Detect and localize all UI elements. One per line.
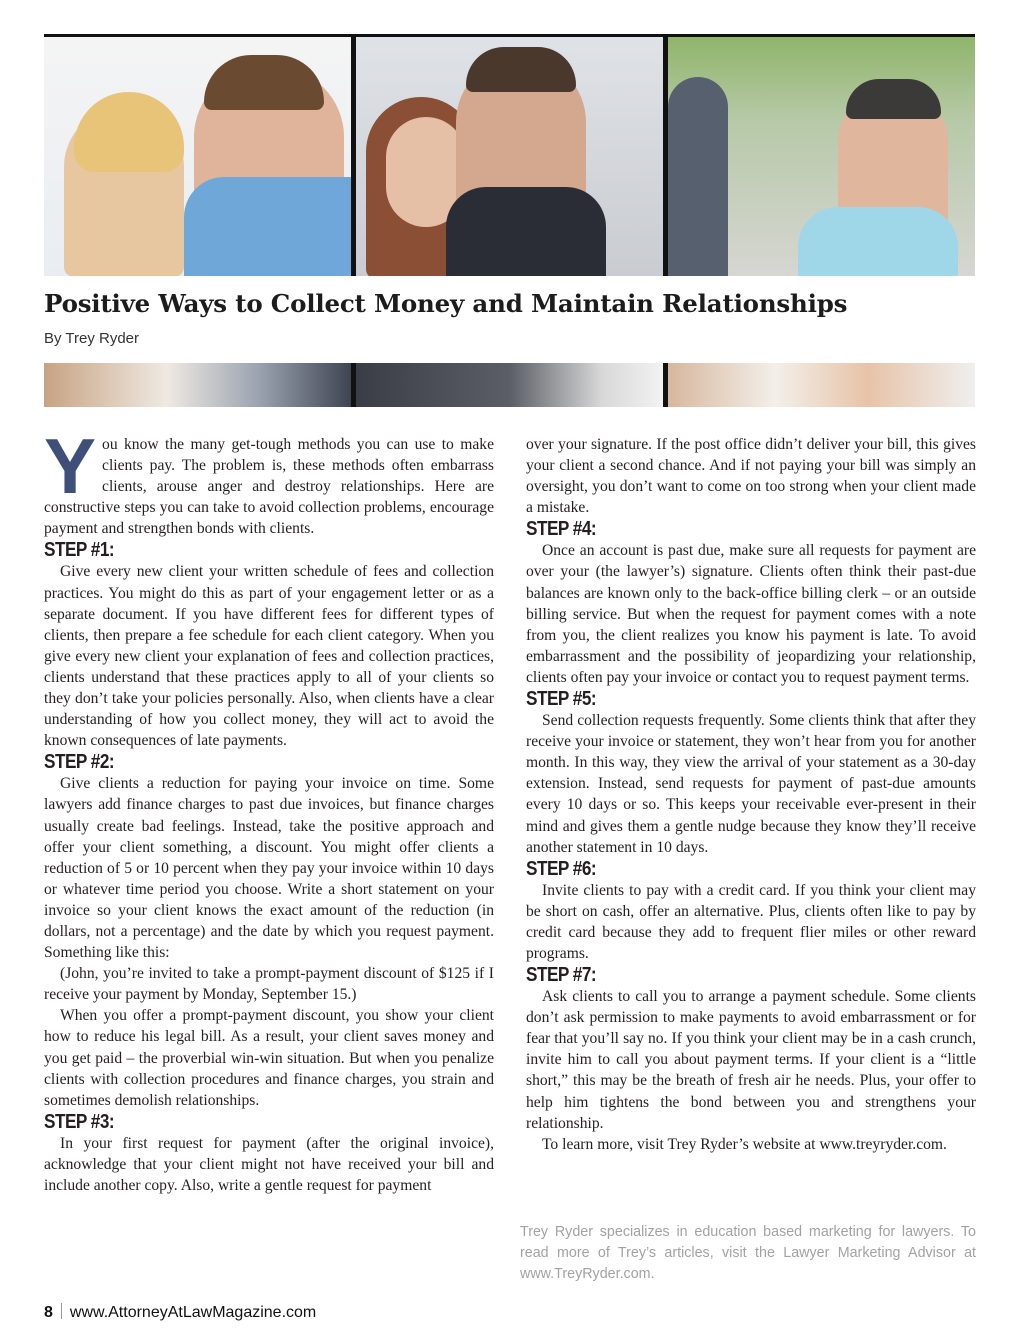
photo-meeting-table <box>356 363 663 407</box>
step-7-heading: STEP #7: <box>526 964 597 987</box>
step-5-heading: STEP #5: <box>526 688 597 711</box>
step-6-heading: STEP #6: <box>526 857 597 880</box>
learn-more-link-text: To learn more, visit Trey Ryder’s website at www.treyryder.com. <box>542 1135 947 1153</box>
photo-man-on-phone <box>356 37 663 276</box>
step-2-conclusion: When you offer a prompt-payment discount, you show your client how to reduce his legal bill. As a result, your client saves money and you get paid – the proverbial win-win situation. But when you penalize clients with collection procedures and finance charges, you strain and sometimes demolish relationships. <box>44 1007 494 1109</box>
footer-divider <box>61 1303 62 1319</box>
step-3-heading: STEP #3: <box>44 1110 115 1133</box>
step-2-heading: STEP #2: <box>44 751 115 774</box>
step-3-text: In your first request for payment (after the original invoice), acknowledge that your client might not have received your bill and include another copy. Also, write a gentle request for payment <box>44 1134 494 1194</box>
step-4-text: Once an account is past due, make sure all requests for payment are over your (the lawyer’s) signature. Clients often think their past-due balances are known only to the back-office billing clerk – or an outside billing service. But when the request for payment comes with a note from you, the client realizes you know his payment is late. To avoid embarrassment and the possibility of jeopardizing your relationship, clients often pay your invoice or contact you to request payment terms. <box>526 542 976 686</box>
footer-website: www.AttorneyAtLawMagazine.com <box>69 1304 317 1321</box>
article-column-right <box>526 434 976 1155</box>
photo-laptop-hands <box>44 363 351 407</box>
step-2-text: Give clients a reduction for paying your invoice on time. Some lawyers add finance charges to past due invoices, but finance charges usually create bad feelings. Instead, take the positive approach and offer your client something, a discount. You might offer clients a reduction of 5 or 10 percent when they pay your invoice within 10 days or whatever time period you choose. Write a short statement on your invoice so your client knows the exact amount of the reduction (in dollars, not a percentage) and the date by which you request payment. Something like this: <box>44 775 494 962</box>
article-column-left <box>44 422 494 1196</box>
author-bio: Trey Ryder specializes in education based marketing for lawyers. To read more of Trey’s articles, visit the Lawyer Marketing Advisor at www.TreyRyder.com. <box>520 1224 976 1282</box>
intro-paragraph <box>44 422 494 539</box>
photo-colleagues-smiling <box>44 37 351 276</box>
divider-photo-strip <box>44 363 975 407</box>
drop-cap: Y <box>44 422 97 510</box>
step-7-text: Ask clients to call you to arrange a payment schedule. Some clients don’t ask permission to make payments to avoid embarrassment or for fear that you’ll say no. If you think your client may be in a cash crunch, invite him to call you about payment terms. If your client is a “little short,” this may be the breath of fresh air he needs. Plus, your offer to help him tightens the bond between you and strengthens your relationship. <box>526 988 976 1132</box>
article-byline: By Trey Ryder <box>44 330 140 347</box>
page-footer <box>44 1303 316 1322</box>
intro-text: ou know the many get-tough methods you can use to make clients pay. The problem is, these methods often embarrass clients, arouse anger and destroy relationships. Here are constructive steps you can take to avoid collection problems, encourage payment and strengthen bonds with clients. <box>44 436 494 538</box>
step-5-text: Send collection requests frequently. Some clients think that after they receive your invoice or statement, they won’t hear from you for another month. In this way, they view the arrival of your statement as a 30-day extension. Instead, send requests for payment of past-due amounts every 10 days or so. This keeps your receivable ever-present in their mind and gives them a gentle nudge because they know they’ll receive another statement in 10 days. <box>526 712 976 856</box>
page-number: 8 <box>44 1304 53 1321</box>
step-2-example: (John, you’re invited to take a prompt-payment discount of $125 if I receive your payment by Monday, September 15.) <box>44 965 494 1004</box>
article-title: Positive Ways to Collect Money and Maintain Relationships <box>44 289 848 318</box>
step-1-text: Give every new client your written schedule of fees and collection practices. You might do this as part of your engagement letter or as a separate document. If you have different fees for different types of clients, then prepare a fee schedule for each client category. When you give every new client your explanation of fees and collection practices, clients understand that these practices apply to all of your clients so they don’t take your policies personally. Also, when clients have a clear understanding of how you collect money, they will act to avoid the known consequences of late payments. <box>44 563 494 750</box>
step-6-text: Invite clients to pay with a credit card. If you think your client may be short on cash, offer an alternative. Plus, clients often like to pay by credit card because they add to frequent flier miles or other reward programs. <box>526 881 976 962</box>
header-photo-strip <box>44 34 975 276</box>
step-3-text-continued: over your signature. If the post office didn’t deliver your bill, this gives your client a second chance. And if not paying your bill was simply an oversight, you don’t want to come on too strong when your client made a mistake. <box>526 436 976 517</box>
step-1-heading: STEP #1: <box>44 539 115 562</box>
step-4-heading: STEP #4: <box>526 518 597 541</box>
photo-men-outdoors <box>668 37 975 276</box>
photo-signing-document <box>668 363 975 407</box>
